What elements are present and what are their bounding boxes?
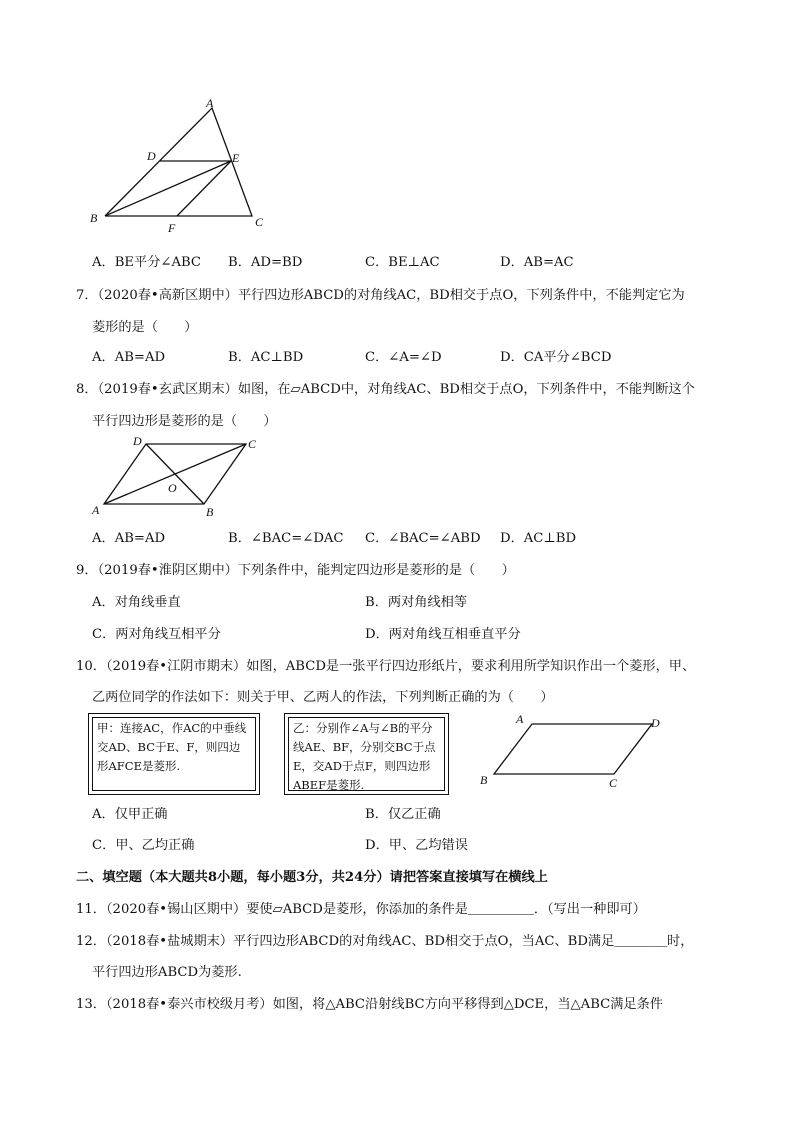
q10-box-yi bbox=[284, 713, 449, 795]
q12-stem-line1: 12．（2018春•盐城期末）平行四边形ABCD的对角线AC、BD相交于点O，当AC、BD满足＿＿＿＿时， bbox=[76, 934, 694, 949]
q9-option-d: D．两对角线互相垂直平分 bbox=[365, 627, 521, 642]
fig6-label-b: B bbox=[90, 211, 98, 225]
fig10-label-a: A bbox=[516, 712, 524, 726]
q10-option-c: C．甲、乙均正确 bbox=[92, 838, 195, 853]
parallelogram-figure-q8 bbox=[88, 432, 268, 520]
q7-stem-line2: 菱形的是（ ） bbox=[92, 320, 198, 335]
q6-option-d: D．AB=AC bbox=[500, 255, 574, 270]
q6-option-a: A．BE平分∠ABC bbox=[92, 255, 202, 270]
q10-box-yi-text: 乙：分别作∠A与∠B的平分线AE、BF，分别交BC于点E，交AD于点F，则四边形ABEF是菱形. bbox=[288, 717, 445, 791]
q7-option-a: A．AB=AD bbox=[92, 350, 166, 365]
q8-option-c: C．∠BAC=∠ABD bbox=[365, 531, 481, 546]
fig10-label-d: D bbox=[651, 716, 660, 730]
fig10-label-b: B bbox=[480, 773, 488, 787]
q7-stem-line1: 7．（2020春•高新区期中）平行四边形ABCD的对角线AC，BD相交于点O，下列条件中，不能判定它为 bbox=[76, 288, 685, 303]
q7-option-c: C．∠A=∠D bbox=[365, 350, 442, 365]
q7-option-b: B．AC⊥BD bbox=[228, 350, 304, 365]
q10-option-d: D．甲、乙均错误 bbox=[365, 838, 468, 853]
q6-option-c: C．BE⊥AC bbox=[365, 255, 440, 270]
q9-stem: 9．（2019春•淮阴区期中）下列条件中，能判定四边形是菱形的是（ ） bbox=[76, 563, 515, 578]
q9-option-b: B．两对角线相等 bbox=[365, 595, 468, 610]
fig8-label-o: O bbox=[168, 481, 177, 495]
fig6-label-a: A bbox=[206, 98, 214, 110]
fig6-label-c: C bbox=[255, 215, 264, 229]
q6-option-b: B．AD=BD bbox=[228, 255, 303, 270]
q8-option-d: D．AC⊥BD bbox=[500, 531, 577, 546]
q10-option-b: B．仅乙正确 bbox=[365, 807, 441, 822]
q10-box-jia bbox=[88, 713, 260, 795]
q12-stem-line2: 平行四边形ABCD为菱形. bbox=[92, 965, 242, 980]
fig8-label-a: A bbox=[92, 503, 100, 517]
q9-option-a: A．对角线垂直 bbox=[92, 595, 181, 610]
q8-stem-line2: 平行四边形是菱形的是（ ） bbox=[92, 414, 277, 429]
fig8-label-d: D bbox=[133, 434, 142, 448]
triangle-figure-q6 bbox=[85, 98, 275, 238]
q10-option-a: A．仅甲正确 bbox=[92, 807, 168, 822]
fig6-label-e: E bbox=[232, 151, 240, 165]
fig6-label-f: F bbox=[168, 221, 176, 235]
q7-option-d: D．CA平分∠BCD bbox=[500, 350, 612, 365]
q10-stem-line1: 10．（2019春•江阴市期末）如图，ABCD是一张平行四边形纸片，要求利用所学知识作出一个菱形，甲、 bbox=[76, 659, 696, 674]
fig6-label-d: D bbox=[147, 149, 156, 163]
q8-option-b: B．∠BAC=∠DAC bbox=[228, 531, 344, 546]
section-2-heading: 二、填空题（本大题共8小题，每小题3分，共24分）请把答案直接填写在横线上 bbox=[76, 870, 548, 885]
q9-option-c: C．两对角线互相平分 bbox=[92, 627, 221, 642]
parallelogram-figure-q10 bbox=[474, 710, 674, 792]
q13-stem: 13．（2018春•泰兴市校级月考）如图，将△ABC沿射线BC方向平移得到△DCE，当△ABC满足条件 bbox=[76, 997, 663, 1012]
q10-stem-line2: 乙两位同学的作法如下：则关于甲、乙两人的作法，下列判断正确的为（ ） bbox=[92, 690, 554, 705]
q8-stem-line1: 8．（2019春•玄武区期末）如图，在▱ABCD中，对角线AC、BD相交于点O，下列条件中，不能判断这个 bbox=[76, 382, 695, 397]
q11-stem: 11．（2020春•锡山区期中）要使▱ABCD是菱形，你添加的条件是＿＿＿＿＿．（写出一种即可） bbox=[76, 902, 646, 917]
fig8-label-b: B bbox=[206, 505, 214, 519]
q10-box-jia-text: 甲：连接AC，作AC的中垂线交AD、BC于E、F，则四边形AFCE是菱形. bbox=[92, 717, 256, 791]
q8-option-a: A．AB=AD bbox=[92, 531, 166, 546]
fig10-label-c: C bbox=[609, 776, 618, 790]
fig8-label-c: C bbox=[248, 437, 257, 451]
